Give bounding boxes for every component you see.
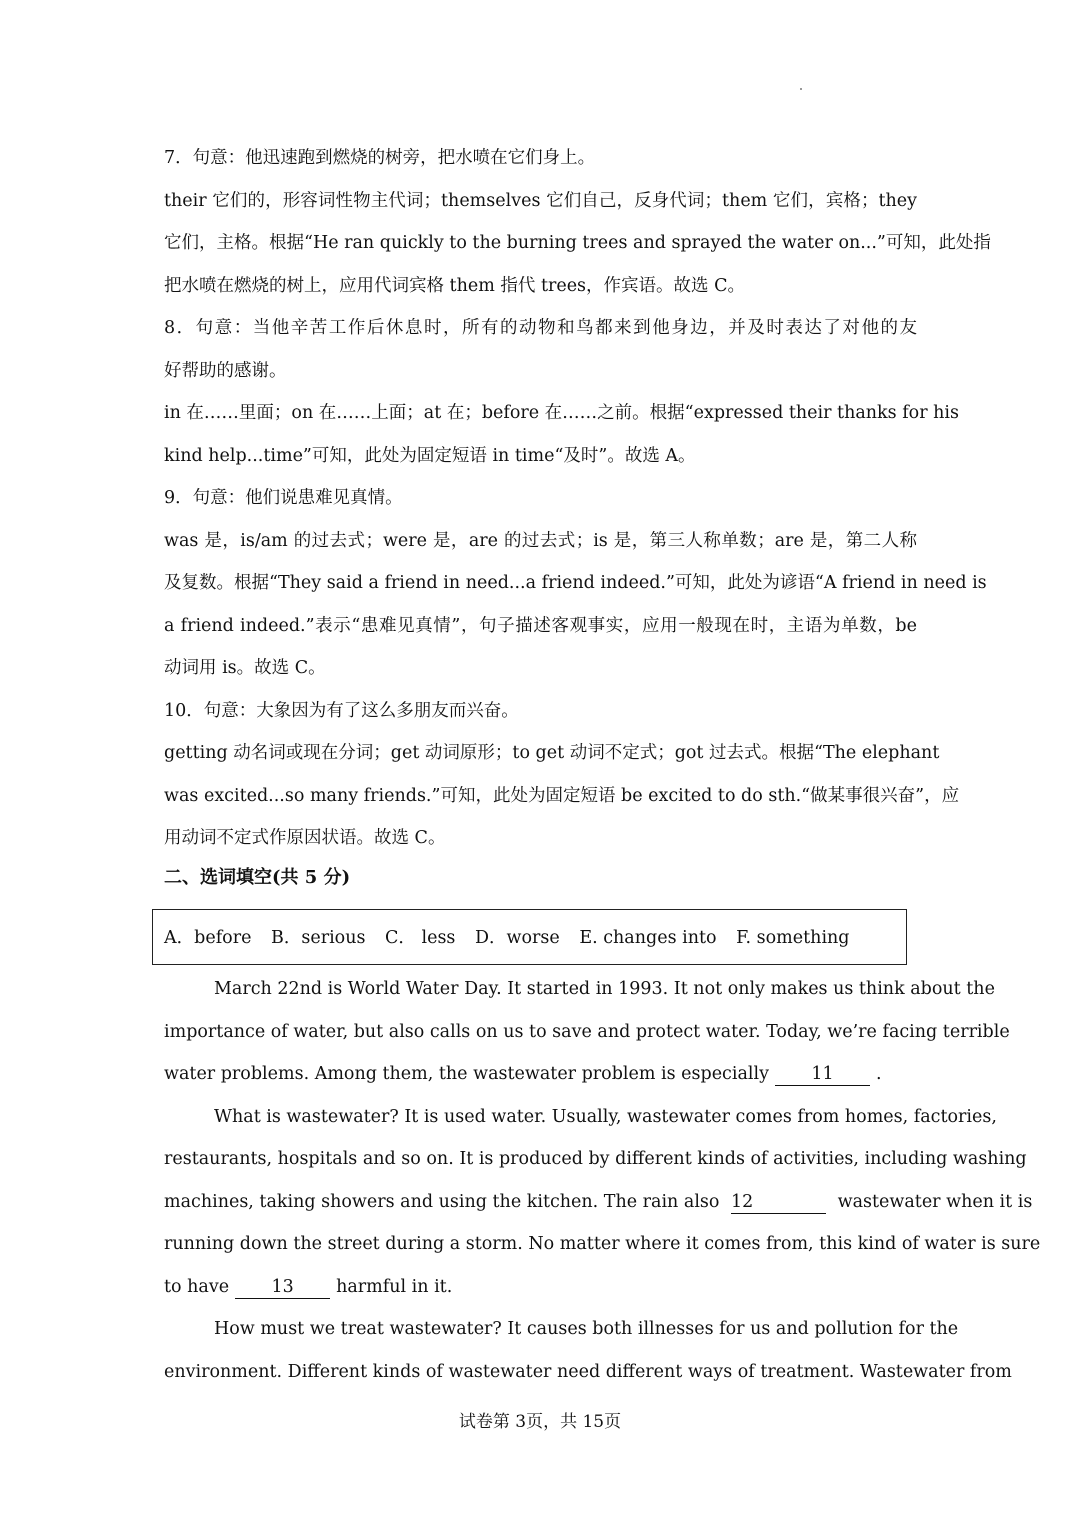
page-footer: 试卷第 3页，共 15页 — [458, 1412, 622, 1432]
q9-line: 及复数。根据“They said a friend in need...a friend indeed.”可知，此处为谚语“A friend in need is — [164, 573, 987, 593]
q7-line: 把水喷在燃烧的树上，应用代词宾格 them 指代 trees，作宾语。故选 C。 — [164, 275, 745, 296]
section-2-title: 二、选词填空(共 5 分) — [164, 866, 351, 888]
passage-line — [164, 1181, 1033, 1224]
q7-line: their 它们的，形容词性物主代词；themselves 它们自己，反身代词；them 它们，宾格；they — [164, 190, 917, 211]
passage-text: wastewater when it is — [837, 1191, 1033, 1212]
q8-title: 好帮助的感谢。 — [164, 360, 287, 381]
q8-line: kind help...time”可知，此处为固定短语 in time“及时”。故选 A。 — [164, 445, 696, 466]
passage-line: What is wastewater? It is used water. Usually, wastewater comes from homes, factories, — [214, 1106, 997, 1127]
passage-line: restaurants, hospitals and so on. It is produced by different kinds of activities, including washing — [164, 1149, 1027, 1169]
word-option: B．serious — [271, 928, 366, 948]
q7-line: 它们，主格。根据“He ran quickly to the burning trees and sprayed the water on...”可知，此处指 — [164, 233, 991, 253]
q9-line: a friend indeed.”表示“患难见真情”，句子描述客观事实，应用一般现在时，主语为单数，be — [164, 615, 917, 636]
page-mark — [800, 88, 802, 90]
word-option: E. changes into — [579, 928, 717, 948]
passage-line: How must we treat wastewater? It causes both illnesses for us and pollution for the — [214, 1319, 959, 1339]
passage-line: importance of water, but also calls on us to save and protect water. Today, we’re facing terrible — [164, 1021, 1010, 1042]
q7-title: 7．句意：他迅速跑到燃烧的树旁，把水喷在它们身上。 — [164, 148, 596, 168]
reading-passage — [164, 968, 1041, 1393]
q10-line: 用动词不定式作原因状语。故选 C。 — [164, 828, 446, 848]
q9-line: 动词用 is。故选 C。 — [164, 658, 326, 678]
word-option: C． less — [385, 928, 456, 948]
passage-line: March 22nd is World Water Day. It started in 1993. It not only makes us think about the — [214, 979, 995, 999]
q9-line: was 是，is/am 的过去式；were 是，are 的过去式；is 是，第三人称单数；are 是，第二人称 — [164, 530, 917, 551]
q9-title: 9．句意：他们说患难见真情。 — [164, 488, 403, 508]
passage-line — [164, 1266, 917, 1309]
q8-title: 8．句意：当他辛苦工作后休息时，所有的动物和鸟都来到他身边，并及时表达了对他的友 — [164, 318, 917, 338]
passage-text: harmful in it. — [336, 1276, 453, 1297]
passage-text: machines, taking showers and using the kitchen. The rain also — [164, 1191, 720, 1212]
passage-line — [164, 1053, 917, 1096]
word-option: A．before — [164, 928, 252, 948]
word-option: F. something — [736, 928, 850, 948]
blank-11: 11 — [775, 1063, 870, 1086]
q10-title: 10．句意：大象因为有了这么多朋友而兴奋。 — [164, 700, 519, 721]
answer-explanations — [164, 137, 991, 898]
blank-13: 13 — [235, 1276, 330, 1299]
word-bank-box — [152, 909, 907, 965]
passage-line: running down the street during a storm. No matter where it comes from, this kind of water is sure — [164, 1234, 1041, 1254]
q10-line: was excited...so many friends.”可知，此处为固定短语 be excited to do sth.“做某事很兴奋”，应 — [164, 785, 960, 806]
passage-text: water problems. Among them, the wastewater problem is especially — [164, 1064, 769, 1084]
q10-line: getting 动名词或现在分词；get 动词原形；to get 动词不定式；got 过去式。根据“The elephant — [164, 743, 940, 763]
passage-line: environment. Different kinds of wastewater need different ways of treatment. Wastewater from — [164, 1361, 1012, 1382]
q8-line: in 在……里面；on 在……上面；at 在；before 在……之前。根据“expressed their thanks for his — [164, 403, 959, 423]
passage-text: . — [875, 1064, 882, 1084]
passage-text: to have — [164, 1276, 230, 1297]
blank-12: 12 — [731, 1191, 826, 1214]
word-option: D．worse — [475, 928, 560, 948]
